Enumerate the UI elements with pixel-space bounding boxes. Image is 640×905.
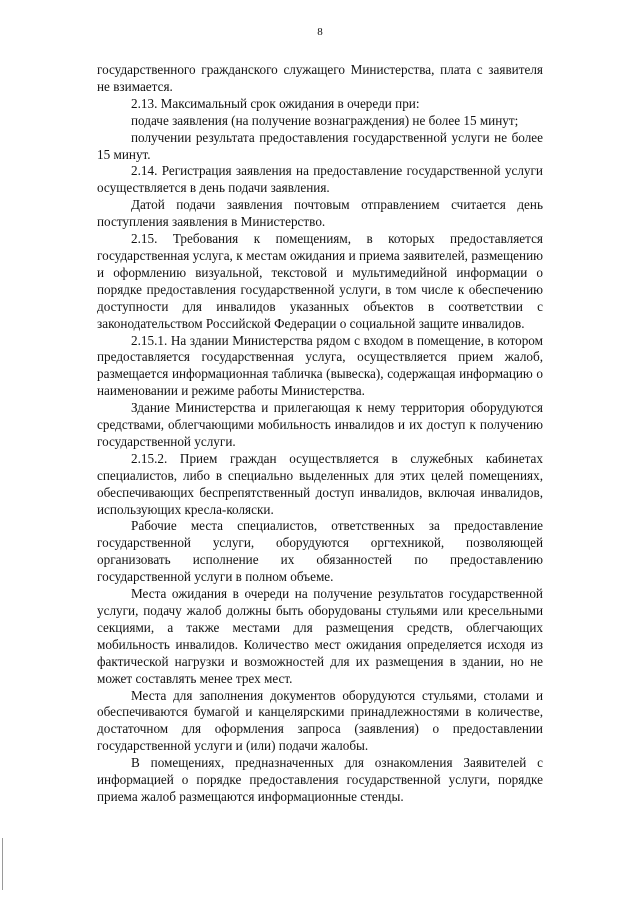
paragraph: В помещениях, предназначенных для ознакомления Заявителей с информацией о порядке предоставления государственной услуги, порядке приема жалоб размещаются информационные стенды. <box>97 755 543 804</box>
document-body <box>97 62 543 806</box>
paragraph: 2.15.2. Прием граждан осуществляется в служебных кабинетах специалистов, либо в специально выделенных для этих целей помещениях, обеспечивающих беспрепятственный доступ инвалидов, включая инвалидов, использующих кресла-коляски. <box>97 450 543 517</box>
scan-edge-mark <box>2 838 3 890</box>
paragraph: Здание Министерства и прилегающая к нему территория оборудуются средствами, облегчающими мобильность инвалидов и их доступ к получению государственной услуги. <box>97 400 543 449</box>
page-number: 8 <box>317 26 323 38</box>
paragraph: 2.15.1. На здании Министерства рядом с входом в помещение, в котором предоставляется государственная услуга, осуществляется прием жалоб, размещается информационная табличка (вывеска), содержащая информацию о наименовании и режиме работы Министерства. <box>97 332 543 399</box>
paragraph: Датой подачи заявления почтовым отправлением считается день поступления заявления в Министерство. <box>97 197 543 230</box>
paragraph: Рабочие места специалистов, ответственных за предоставление государственной услуги, оборудуются оргтехникой, позволяющей организовать исполнение их обязанностей по предоставлению государственной услуги в полном объеме. <box>97 518 543 585</box>
paragraph: 2.15. Требования к помещениям, в которых предоставляется государственная услуга, к местам ожидания и приема заявителей, размещению и оформлению визуальной, текстовой и мультимедийной информации о порядке предоставления государственной услуги, в том числе к обеспечению доступности для инвалидов указанных объектов в соответствии с законодательством Российской Федерации о социальной защите инвалидов. <box>97 231 543 331</box>
paragraph: подаче заявления (на получение вознаграждения) не более 15 минут; <box>131 112 519 128</box>
paragraph: Места для заполнения документов оборудуются стульями, столами и обеспечиваются бумагой и канцелярскими принадлежностями в количестве, достаточном для оформления запроса (заявления) о предоставлении государственной услуги и (или) подачи жалобы. <box>97 687 543 754</box>
paragraph: 2.14. Регистрация заявления на предоставление государственной услуги осуществляется в день подачи заявления. <box>97 163 543 196</box>
paragraph: 2.13. Максимальный срок ожидания в очереди при: <box>131 95 420 111</box>
paragraph: Места ожидания в очереди на получение результатов государственной услуги, подачу жалоб должны быть оборудованы стульями или кресельными секциями, а также местами для размещения средств, облегчающих мобильность инвалидов. Количество мест ожидания определяется исходя из фактической нагрузки и возможностей для их размещения в здании, но не может составлять менее трех мест. <box>97 586 543 686</box>
paragraph: государственного гражданского служащего Министерства, плата с заявителя не взимается. <box>97 62 543 94</box>
paragraph: получении результата предоставления государственной услуги не более 15 минут. <box>97 129 543 162</box>
